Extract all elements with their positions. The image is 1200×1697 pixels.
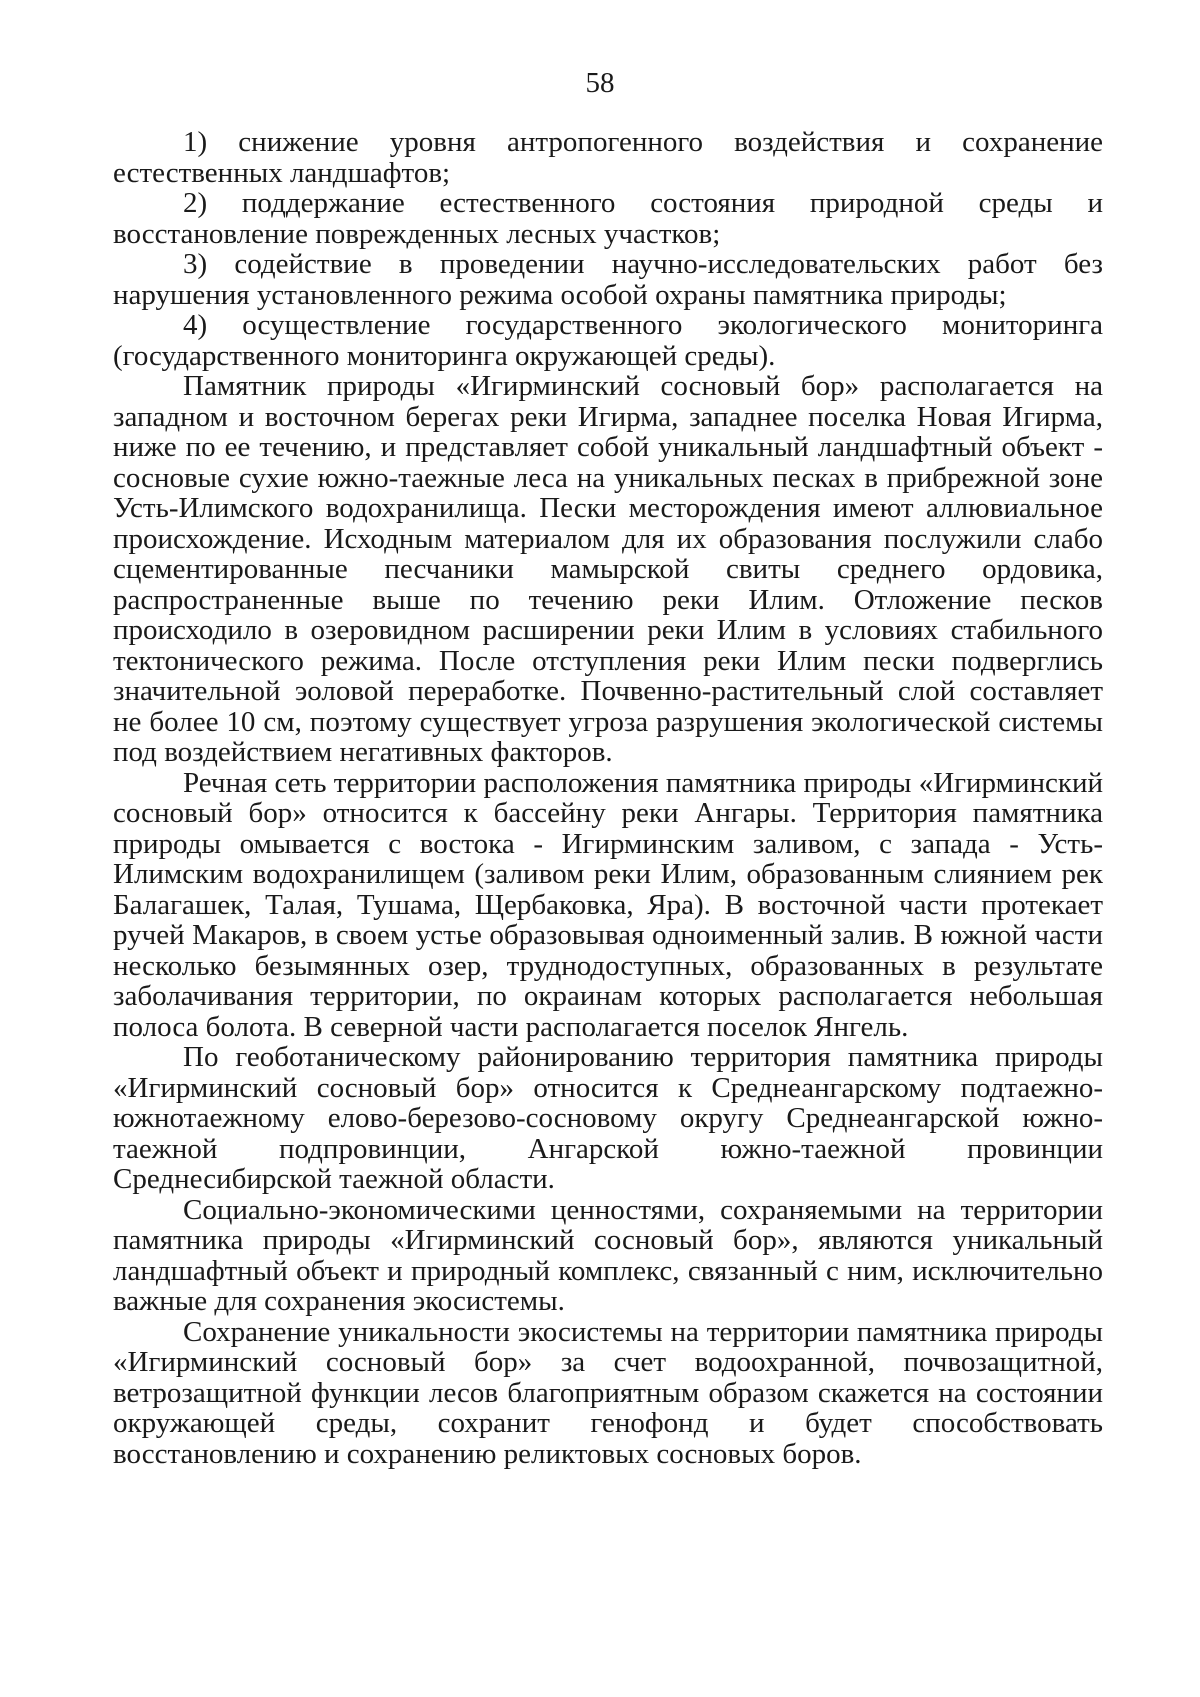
paragraph-geobotanical: По геоботаническому районированию территория памятника природы «Игирминский сосновый бор» относится к Среднеангарскому подтаежно-южнотаежному елово-березово-сосновому округу Среднеангарской южно-таежной подпровинции, Ангарской южно-таежной провинции Среднесибирской таежной области.	[113, 1041, 1103, 1195]
paragraph-location: Памятник природы «Игирминский сосновый бор» располагается на западном и восточном берегах реки Игирма, западнее поселка Новая Игирма, ниже по ее течению, и представляет собой уникальный ландшафтный объект - сосновые сухие южно-таежные леса на уникальных песках в прибрежной зоне Усть-Илимского водохранилища. Пески месторождения имеют аллювиальное происхождение. Исходным материалом для их образования послужили слабо сцементированные песчаники мамырской свиты среднего ордовика, распространенные выше по течению реки Илим. Отложение песков происходило в озеровидном расширении реки Илим в условиях стабильного тектонического режима. После отступления реки Илим пески подверглись значительной эоловой переработке. Почвенно-растительный слой составляет не более 10 см, поэтому существует угроза разрушения экологической системы под воздействием негативных факторов.	[113, 370, 1103, 768]
paragraph-river-network: Речная сеть территории расположения памятника природы «Игирминский сосновый бор» относится к бассейну реки Ангары. Территория памятника природы омывается с востока - Игирминским заливом, с запада - Усть-Илимским водохранилищем (заливом реки Илим, образованным слиянием рек Балагашек, Талая, Тушама, Щербаковка, Яра). В восточной части протекает ручей Макаров, в своем устье образовывая одноименный залив. В южной части несколько безымянных озер, труднодоступных, образованных в результате заболачивания территории, по окраинам которых располагается небольшая полоса болота. В северной части располагается поселок Янгель.	[113, 766, 1103, 1043]
list-item-2: 2) поддержание естественного состояния природной среды и восстановление поврежденных лесных участков;	[113, 187, 1103, 250]
page-number: 58	[585, 67, 615, 99]
document-body	[113, 127, 1103, 1469]
list-item-3: 3) содействие в проведении научно-исследовательских работ без нарушения установленного режима особой охраны памятника природы;	[113, 248, 1103, 311]
paragraph-preservation: Сохранение уникальности экосистемы на территории памятника природы «Игирминский сосновый бор» за счет водоохранной, почвозащитной, ветрозащитной функции лесов благоприятным образом скажется на состоянии окружающей среды, сохранит генофонд и будет способствовать восстановлению и сохранению реликтовых сосновых боров.	[113, 1315, 1103, 1470]
list-item-4: 4) осуществление государственного экологического мониторинга (государственного мониторинга окружающей среды).	[113, 309, 1103, 372]
list-item-1: 1) снижение уровня антропогенного воздействия и сохранение естественных ландшафтов;	[113, 126, 1103, 189]
paragraph-socio-economic: Социально-экономическими ценностями, сохраняемыми на территории памятника природы «Игирминский сосновый бор», являются уникальный ландшафтный объект и природный комплекс, связанный с ним, исключительно важные для сохранения экосистемы.	[113, 1193, 1103, 1317]
